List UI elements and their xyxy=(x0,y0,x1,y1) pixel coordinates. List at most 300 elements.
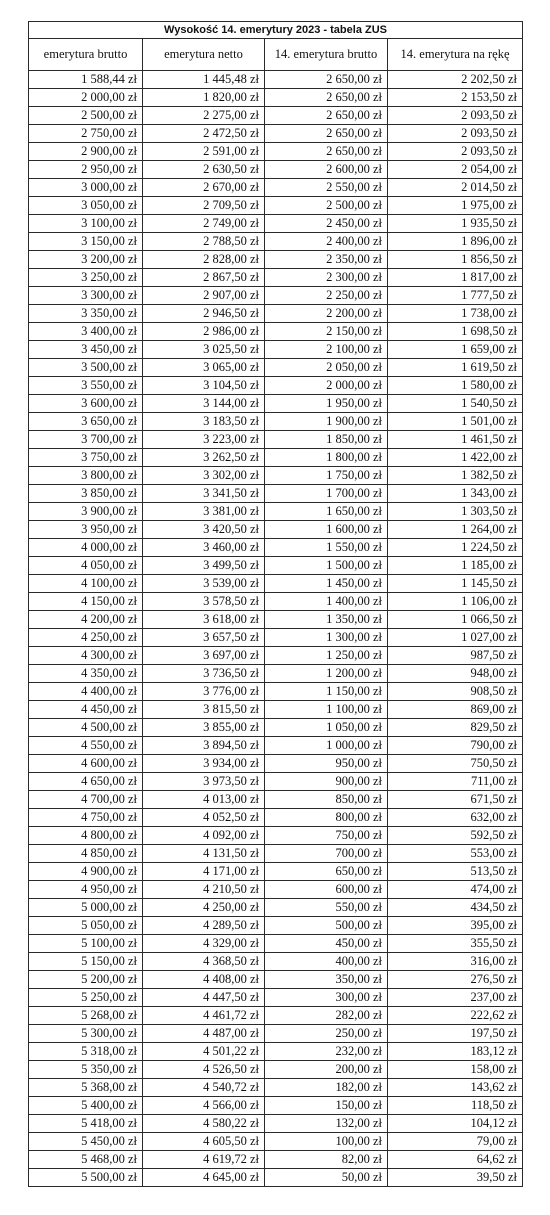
cell-net-pension: 3 065,00 zł xyxy=(143,359,265,377)
cell-net-pension: 2 591,00 zł xyxy=(143,143,265,161)
cell-14th-pension-net: 1 185,00 zł xyxy=(388,557,523,575)
cell-gross-pension: 3 600,00 zł xyxy=(29,395,143,413)
cell-gross-pension: 3 800,00 zł xyxy=(29,467,143,485)
cell-14th-pension-net: 1 659,00 zł xyxy=(388,341,523,359)
cell-gross-pension: 3 500,00 zł xyxy=(29,359,143,377)
cell-14th-pension-net: 1 422,00 zł xyxy=(388,449,523,467)
table-row xyxy=(29,71,523,89)
cell-14th-pension-gross: 2 650,00 zł xyxy=(265,89,388,107)
cell-net-pension: 4 131,50 zł xyxy=(143,845,265,863)
cell-14th-pension-gross: 100,00 zł xyxy=(265,1133,388,1151)
cell-14th-pension-net: 222,62 zł xyxy=(388,1007,523,1025)
table-row xyxy=(29,521,523,539)
table-row xyxy=(29,125,523,143)
cell-14th-pension-gross: 1 950,00 zł xyxy=(265,395,388,413)
cell-14th-pension-net: 1 066,50 zł xyxy=(388,611,523,629)
cell-14th-pension-gross: 1 900,00 zł xyxy=(265,413,388,431)
table-body xyxy=(29,71,523,1187)
column-header-gross-pension: emerytura brutto xyxy=(29,39,143,71)
cell-gross-pension: 2 950,00 zł xyxy=(29,161,143,179)
cell-14th-pension-gross: 1 600,00 zł xyxy=(265,521,388,539)
cell-14th-pension-gross: 2 000,00 zł xyxy=(265,377,388,395)
cell-14th-pension-net: 104,12 zł xyxy=(388,1115,523,1133)
cell-14th-pension-net: 197,50 zł xyxy=(388,1025,523,1043)
table-row xyxy=(29,755,523,773)
cell-net-pension: 3 460,00 zł xyxy=(143,539,265,557)
table-row xyxy=(29,863,523,881)
cell-14th-pension-gross: 700,00 zł xyxy=(265,845,388,863)
cell-14th-pension-gross: 1 150,00 zł xyxy=(265,683,388,701)
cell-14th-pension-net: 1 777,50 zł xyxy=(388,287,523,305)
cell-gross-pension: 4 800,00 zł xyxy=(29,827,143,845)
cell-gross-pension: 4 750,00 zł xyxy=(29,809,143,827)
column-header-net-pension: emerytura netto xyxy=(143,39,265,71)
cell-14th-pension-net: 1 619,50 zł xyxy=(388,359,523,377)
table-row xyxy=(29,413,523,431)
cell-14th-pension-net: 592,50 zł xyxy=(388,827,523,845)
cell-gross-pension: 3 950,00 zł xyxy=(29,521,143,539)
cell-net-pension: 4 645,00 zł xyxy=(143,1169,265,1187)
cell-net-pension: 3 855,00 zł xyxy=(143,719,265,737)
cell-net-pension: 2 472,50 zł xyxy=(143,125,265,143)
cell-14th-pension-gross: 850,00 zł xyxy=(265,791,388,809)
cell-net-pension: 4 487,00 zł xyxy=(143,1025,265,1043)
table-row xyxy=(29,629,523,647)
cell-gross-pension: 4 350,00 zł xyxy=(29,665,143,683)
cell-14th-pension-net: 1 303,50 zł xyxy=(388,503,523,521)
cell-14th-pension-net: 1 540,50 zł xyxy=(388,395,523,413)
table-row xyxy=(29,647,523,665)
cell-gross-pension: 4 400,00 zł xyxy=(29,683,143,701)
table-row xyxy=(29,305,523,323)
table-row xyxy=(29,107,523,125)
cell-gross-pension: 5 000,00 zł xyxy=(29,899,143,917)
table-row xyxy=(29,773,523,791)
cell-gross-pension: 5 050,00 zł xyxy=(29,917,143,935)
cell-14th-pension-net: 316,00 zł xyxy=(388,953,523,971)
table-row xyxy=(29,1169,523,1187)
cell-net-pension: 4 013,00 zł xyxy=(143,791,265,809)
cell-14th-pension-net: 869,00 zł xyxy=(388,701,523,719)
table-row xyxy=(29,611,523,629)
cell-14th-pension-gross: 2 650,00 zł xyxy=(265,143,388,161)
cell-gross-pension: 4 650,00 zł xyxy=(29,773,143,791)
cell-14th-pension-net: 434,50 zł xyxy=(388,899,523,917)
cell-14th-pension-net: 1 145,50 zł xyxy=(388,575,523,593)
cell-gross-pension: 4 050,00 zł xyxy=(29,557,143,575)
cell-net-pension: 4 171,00 zł xyxy=(143,863,265,881)
cell-net-pension: 2 709,50 zł xyxy=(143,197,265,215)
table-row xyxy=(29,701,523,719)
cell-14th-pension-net: 829,50 zł xyxy=(388,719,523,737)
table-row xyxy=(29,377,523,395)
table-row xyxy=(29,827,523,845)
cell-gross-pension: 2 000,00 zł xyxy=(29,89,143,107)
cell-gross-pension: 3 050,00 zł xyxy=(29,197,143,215)
cell-14th-pension-net: 64,62 zł xyxy=(388,1151,523,1169)
cell-net-pension: 3 618,00 zł xyxy=(143,611,265,629)
cell-14th-pension-net: 948,00 zł xyxy=(388,665,523,683)
table-row xyxy=(29,359,523,377)
cell-14th-pension-net: 2 093,50 zł xyxy=(388,143,523,161)
cell-net-pension: 2 630,50 zł xyxy=(143,161,265,179)
cell-14th-pension-gross: 350,00 zł xyxy=(265,971,388,989)
table-row xyxy=(29,791,523,809)
cell-14th-pension-gross: 2 650,00 zł xyxy=(265,71,388,89)
cell-14th-pension-gross: 650,00 zł xyxy=(265,863,388,881)
table-row xyxy=(29,161,523,179)
cell-14th-pension-gross: 1 450,00 zł xyxy=(265,575,388,593)
cell-net-pension: 4 368,50 zł xyxy=(143,953,265,971)
table-row xyxy=(29,503,523,521)
cell-14th-pension-net: 671,50 zł xyxy=(388,791,523,809)
cell-gross-pension: 3 000,00 zł xyxy=(29,179,143,197)
table-row xyxy=(29,953,523,971)
cell-net-pension: 3 697,00 zł xyxy=(143,647,265,665)
table-row xyxy=(29,143,523,161)
table-row xyxy=(29,665,523,683)
cell-gross-pension: 3 200,00 zł xyxy=(29,251,143,269)
cell-gross-pension: 4 600,00 zł xyxy=(29,755,143,773)
cell-gross-pension: 5 350,00 zł xyxy=(29,1061,143,1079)
cell-net-pension: 4 540,72 zł xyxy=(143,1079,265,1097)
cell-net-pension: 4 289,50 zł xyxy=(143,917,265,935)
cell-14th-pension-net: 2 093,50 zł xyxy=(388,107,523,125)
cell-14th-pension-gross: 2 500,00 zł xyxy=(265,197,388,215)
cell-gross-pension: 4 900,00 zł xyxy=(29,863,143,881)
cell-14th-pension-gross: 2 600,00 zł xyxy=(265,161,388,179)
cell-gross-pension: 4 150,00 zł xyxy=(29,593,143,611)
cell-gross-pension: 5 100,00 zł xyxy=(29,935,143,953)
cell-gross-pension: 3 700,00 zł xyxy=(29,431,143,449)
cell-14th-pension-net: 1 382,50 zł xyxy=(388,467,523,485)
cell-14th-pension-gross: 1 300,00 zł xyxy=(265,629,388,647)
table-row xyxy=(29,683,523,701)
table-row xyxy=(29,1097,523,1115)
column-header-14th-pension-net: 14. emerytura na rękę xyxy=(388,39,523,71)
cell-14th-pension-net: 2 202,50 zł xyxy=(388,71,523,89)
cell-14th-pension-net: 1 856,50 zł xyxy=(388,251,523,269)
table-row xyxy=(29,449,523,467)
cell-net-pension: 4 461,72 zł xyxy=(143,1007,265,1025)
cell-net-pension: 1 820,00 zł xyxy=(143,89,265,107)
cell-net-pension: 4 092,00 zł xyxy=(143,827,265,845)
cell-14th-pension-net: 711,00 zł xyxy=(388,773,523,791)
cell-net-pension: 2 275,00 zł xyxy=(143,107,265,125)
table-row xyxy=(29,467,523,485)
column-header-14th-pension-gross: 14. emerytura brutto xyxy=(265,39,388,71)
cell-14th-pension-gross: 2 250,00 zł xyxy=(265,287,388,305)
table-row xyxy=(29,1061,523,1079)
cell-14th-pension-gross: 1 650,00 zł xyxy=(265,503,388,521)
table-row xyxy=(29,1025,523,1043)
cell-net-pension: 4 605,50 zł xyxy=(143,1133,265,1151)
cell-14th-pension-gross: 50,00 zł xyxy=(265,1169,388,1187)
cell-gross-pension: 5 400,00 zł xyxy=(29,1097,143,1115)
table-row xyxy=(29,431,523,449)
cell-gross-pension: 3 350,00 zł xyxy=(29,305,143,323)
cell-14th-pension-net: 2 014,50 zł xyxy=(388,179,523,197)
cell-net-pension: 4 501,22 zł xyxy=(143,1043,265,1061)
cell-gross-pension: 3 400,00 zł xyxy=(29,323,143,341)
cell-14th-pension-gross: 150,00 zł xyxy=(265,1097,388,1115)
cell-14th-pension-net: 1 698,50 zł xyxy=(388,323,523,341)
cell-gross-pension: 5 418,00 zł xyxy=(29,1115,143,1133)
table-row xyxy=(29,1007,523,1025)
cell-14th-pension-gross: 2 100,00 zł xyxy=(265,341,388,359)
cell-net-pension: 2 986,00 zł xyxy=(143,323,265,341)
cell-14th-pension-gross: 300,00 zł xyxy=(265,989,388,1007)
cell-gross-pension: 5 250,00 zł xyxy=(29,989,143,1007)
cell-net-pension: 2 788,50 zł xyxy=(143,233,265,251)
cell-net-pension: 4 250,00 zł xyxy=(143,899,265,917)
cell-14th-pension-gross: 900,00 zł xyxy=(265,773,388,791)
cell-gross-pension: 5 468,00 zł xyxy=(29,1151,143,1169)
table-row xyxy=(29,323,523,341)
cell-14th-pension-net: 1 975,00 zł xyxy=(388,197,523,215)
cell-net-pension: 3 934,00 zł xyxy=(143,755,265,773)
cell-gross-pension: 4 100,00 zł xyxy=(29,575,143,593)
cell-net-pension: 4 619,72 zł xyxy=(143,1151,265,1169)
cell-14th-pension-net: 1 501,00 zł xyxy=(388,413,523,431)
cell-14th-pension-gross: 132,00 zł xyxy=(265,1115,388,1133)
cell-gross-pension: 4 200,00 zł xyxy=(29,611,143,629)
table-title: Wysokość 14. emerytury 2023 - tabela ZUS xyxy=(29,22,523,39)
cell-14th-pension-net: 632,00 zł xyxy=(388,809,523,827)
cell-14th-pension-net: 513,50 zł xyxy=(388,863,523,881)
cell-net-pension: 3 341,50 zł xyxy=(143,485,265,503)
cell-gross-pension: 4 850,00 zł xyxy=(29,845,143,863)
cell-14th-pension-net: 158,00 zł xyxy=(388,1061,523,1079)
cell-gross-pension: 3 100,00 zł xyxy=(29,215,143,233)
cell-net-pension: 4 408,00 zł xyxy=(143,971,265,989)
cell-14th-pension-net: 1 896,00 zł xyxy=(388,233,523,251)
cell-gross-pension: 5 200,00 zł xyxy=(29,971,143,989)
cell-gross-pension: 3 250,00 zł xyxy=(29,269,143,287)
cell-14th-pension-net: 1 106,00 zł xyxy=(388,593,523,611)
cell-gross-pension: 5 268,00 zł xyxy=(29,1007,143,1025)
pension-table xyxy=(28,21,523,1187)
cell-net-pension: 3 302,00 zł xyxy=(143,467,265,485)
table-row xyxy=(29,1079,523,1097)
cell-gross-pension: 3 850,00 zł xyxy=(29,485,143,503)
cell-net-pension: 2 670,00 zł xyxy=(143,179,265,197)
cell-14th-pension-gross: 1 050,00 zł xyxy=(265,719,388,737)
cell-gross-pension: 4 250,00 zł xyxy=(29,629,143,647)
table-row xyxy=(29,89,523,107)
cell-14th-pension-gross: 600,00 zł xyxy=(265,881,388,899)
cell-net-pension: 4 566,00 zł xyxy=(143,1097,265,1115)
cell-net-pension: 3 499,50 zł xyxy=(143,557,265,575)
cell-14th-pension-net: 237,00 zł xyxy=(388,989,523,1007)
table-row xyxy=(29,1133,523,1151)
cell-net-pension: 3 973,50 zł xyxy=(143,773,265,791)
cell-14th-pension-gross: 2 350,00 zł xyxy=(265,251,388,269)
cell-14th-pension-net: 1 935,50 zł xyxy=(388,215,523,233)
cell-14th-pension-gross: 200,00 zł xyxy=(265,1061,388,1079)
cell-14th-pension-net: 1 027,00 zł xyxy=(388,629,523,647)
cell-gross-pension: 5 150,00 zł xyxy=(29,953,143,971)
cell-14th-pension-gross: 182,00 zł xyxy=(265,1079,388,1097)
cell-14th-pension-gross: 2 050,00 zł xyxy=(265,359,388,377)
cell-gross-pension: 3 750,00 zł xyxy=(29,449,143,467)
table-row xyxy=(29,881,523,899)
cell-14th-pension-gross: 2 200,00 zł xyxy=(265,305,388,323)
table-row xyxy=(29,179,523,197)
cell-gross-pension: 3 300,00 zł xyxy=(29,287,143,305)
cell-14th-pension-net: 355,50 zł xyxy=(388,935,523,953)
cell-net-pension: 4 052,50 zł xyxy=(143,809,265,827)
cell-gross-pension: 5 450,00 zł xyxy=(29,1133,143,1151)
cell-gross-pension: 4 000,00 zł xyxy=(29,539,143,557)
table-row xyxy=(29,1151,523,1169)
table-row xyxy=(29,269,523,287)
cell-14th-pension-gross: 1 250,00 zł xyxy=(265,647,388,665)
cell-net-pension: 3 657,50 zł xyxy=(143,629,265,647)
cell-14th-pension-gross: 950,00 zł xyxy=(265,755,388,773)
cell-net-pension: 4 447,50 zł xyxy=(143,989,265,1007)
cell-14th-pension-gross: 1 000,00 zł xyxy=(265,737,388,755)
table-row xyxy=(29,719,523,737)
table-row xyxy=(29,845,523,863)
cell-14th-pension-net: 39,50 zł xyxy=(388,1169,523,1187)
table-row xyxy=(29,233,523,251)
table-row xyxy=(29,917,523,935)
cell-14th-pension-net: 1 738,00 zł xyxy=(388,305,523,323)
cell-14th-pension-net: 1 264,00 zł xyxy=(388,521,523,539)
cell-net-pension: 3 736,50 zł xyxy=(143,665,265,683)
cell-14th-pension-net: 474,00 zł xyxy=(388,881,523,899)
cell-14th-pension-net: 1 580,00 zł xyxy=(388,377,523,395)
table-row xyxy=(29,737,523,755)
cell-14th-pension-gross: 2 450,00 zł xyxy=(265,215,388,233)
cell-14th-pension-gross: 1 850,00 zł xyxy=(265,431,388,449)
cell-14th-pension-gross: 2 650,00 zł xyxy=(265,107,388,125)
table-row xyxy=(29,539,523,557)
cell-14th-pension-gross: 400,00 zł xyxy=(265,953,388,971)
table-row xyxy=(29,341,523,359)
cell-gross-pension: 1 588,44 zł xyxy=(29,71,143,89)
cell-14th-pension-net: 790,00 zł xyxy=(388,737,523,755)
cell-14th-pension-gross: 2 650,00 zł xyxy=(265,125,388,143)
cell-gross-pension: 5 500,00 zł xyxy=(29,1169,143,1187)
cell-gross-pension: 5 300,00 zł xyxy=(29,1025,143,1043)
table-row xyxy=(29,935,523,953)
table-row xyxy=(29,557,523,575)
cell-gross-pension: 3 900,00 zł xyxy=(29,503,143,521)
cell-14th-pension-net: 2 054,00 zł xyxy=(388,161,523,179)
table-row xyxy=(29,251,523,269)
cell-14th-pension-net: 395,00 zł xyxy=(388,917,523,935)
cell-14th-pension-net: 553,00 zł xyxy=(388,845,523,863)
cell-14th-pension-gross: 282,00 zł xyxy=(265,1007,388,1025)
cell-14th-pension-net: 750,50 zł xyxy=(388,755,523,773)
table-row xyxy=(29,575,523,593)
cell-net-pension: 3 578,50 zł xyxy=(143,593,265,611)
cell-gross-pension: 2 750,00 zł xyxy=(29,125,143,143)
cell-14th-pension-gross: 1 750,00 zł xyxy=(265,467,388,485)
cell-gross-pension: 3 450,00 zł xyxy=(29,341,143,359)
cell-14th-pension-net: 987,50 zł xyxy=(388,647,523,665)
cell-net-pension: 3 420,50 zł xyxy=(143,521,265,539)
cell-net-pension: 4 580,22 zł xyxy=(143,1115,265,1133)
cell-14th-pension-gross: 500,00 zł xyxy=(265,917,388,935)
cell-gross-pension: 2 500,00 zł xyxy=(29,107,143,125)
cell-net-pension: 3 815,50 zł xyxy=(143,701,265,719)
cell-14th-pension-net: 2 153,50 zł xyxy=(388,89,523,107)
table-row xyxy=(29,899,523,917)
cell-14th-pension-net: 1 224,50 zł xyxy=(388,539,523,557)
cell-net-pension: 2 828,00 zł xyxy=(143,251,265,269)
cell-14th-pension-gross: 1 400,00 zł xyxy=(265,593,388,611)
cell-net-pension: 3 104,50 zł xyxy=(143,377,265,395)
table-row xyxy=(29,989,523,1007)
table-row xyxy=(29,971,523,989)
table-row xyxy=(29,485,523,503)
cell-gross-pension: 4 300,00 zł xyxy=(29,647,143,665)
cell-gross-pension: 5 368,00 zł xyxy=(29,1079,143,1097)
cell-14th-pension-gross: 82,00 zł xyxy=(265,1151,388,1169)
cell-net-pension: 3 894,50 zł xyxy=(143,737,265,755)
cell-14th-pension-gross: 750,00 zł xyxy=(265,827,388,845)
cell-14th-pension-net: 1 343,00 zł xyxy=(388,485,523,503)
cell-14th-pension-net: 118,50 zł xyxy=(388,1097,523,1115)
cell-net-pension: 3 381,00 zł xyxy=(143,503,265,521)
cell-14th-pension-gross: 1 800,00 zł xyxy=(265,449,388,467)
cell-net-pension: 3 025,50 zł xyxy=(143,341,265,359)
cell-gross-pension: 4 950,00 zł xyxy=(29,881,143,899)
cell-net-pension: 3 183,50 zł xyxy=(143,413,265,431)
cell-14th-pension-net: 143,62 zł xyxy=(388,1079,523,1097)
cell-net-pension: 4 329,00 zł xyxy=(143,935,265,953)
cell-14th-pension-gross: 1 550,00 zł xyxy=(265,539,388,557)
cell-14th-pension-net: 79,00 zł xyxy=(388,1133,523,1151)
cell-net-pension: 3 776,00 zł xyxy=(143,683,265,701)
cell-net-pension: 3 223,00 zł xyxy=(143,431,265,449)
cell-gross-pension: 4 450,00 zł xyxy=(29,701,143,719)
cell-net-pension: 3 539,00 zł xyxy=(143,575,265,593)
cell-14th-pension-net: 183,12 zł xyxy=(388,1043,523,1061)
cell-14th-pension-gross: 1 350,00 zł xyxy=(265,611,388,629)
cell-14th-pension-gross: 550,00 zł xyxy=(265,899,388,917)
cell-14th-pension-gross: 1 500,00 zł xyxy=(265,557,388,575)
table-row xyxy=(29,287,523,305)
cell-14th-pension-net: 908,50 zł xyxy=(388,683,523,701)
cell-14th-pension-net: 2 093,50 zł xyxy=(388,125,523,143)
cell-14th-pension-gross: 1 200,00 zł xyxy=(265,665,388,683)
cell-net-pension: 4 210,50 zł xyxy=(143,881,265,899)
table-row xyxy=(29,215,523,233)
table-row xyxy=(29,197,523,215)
cell-net-pension: 2 749,00 zł xyxy=(143,215,265,233)
cell-net-pension: 4 526,50 zł xyxy=(143,1061,265,1079)
cell-14th-pension-gross: 232,00 zł xyxy=(265,1043,388,1061)
cell-gross-pension: 3 650,00 zł xyxy=(29,413,143,431)
cell-net-pension: 2 946,50 zł xyxy=(143,305,265,323)
cell-gross-pension: 4 500,00 zł xyxy=(29,719,143,737)
cell-14th-pension-gross: 1 100,00 zł xyxy=(265,701,388,719)
cell-net-pension: 3 144,00 zł xyxy=(143,395,265,413)
cell-gross-pension: 4 700,00 zł xyxy=(29,791,143,809)
cell-gross-pension: 5 318,00 zł xyxy=(29,1043,143,1061)
cell-gross-pension: 3 550,00 zł xyxy=(29,377,143,395)
cell-net-pension: 2 907,00 zł xyxy=(143,287,265,305)
cell-14th-pension-gross: 2 150,00 zł xyxy=(265,323,388,341)
cell-14th-pension-gross: 2 400,00 zł xyxy=(265,233,388,251)
cell-14th-pension-net: 1 461,50 zł xyxy=(388,431,523,449)
cell-net-pension: 3 262,50 zł xyxy=(143,449,265,467)
cell-14th-pension-gross: 2 550,00 zł xyxy=(265,179,388,197)
